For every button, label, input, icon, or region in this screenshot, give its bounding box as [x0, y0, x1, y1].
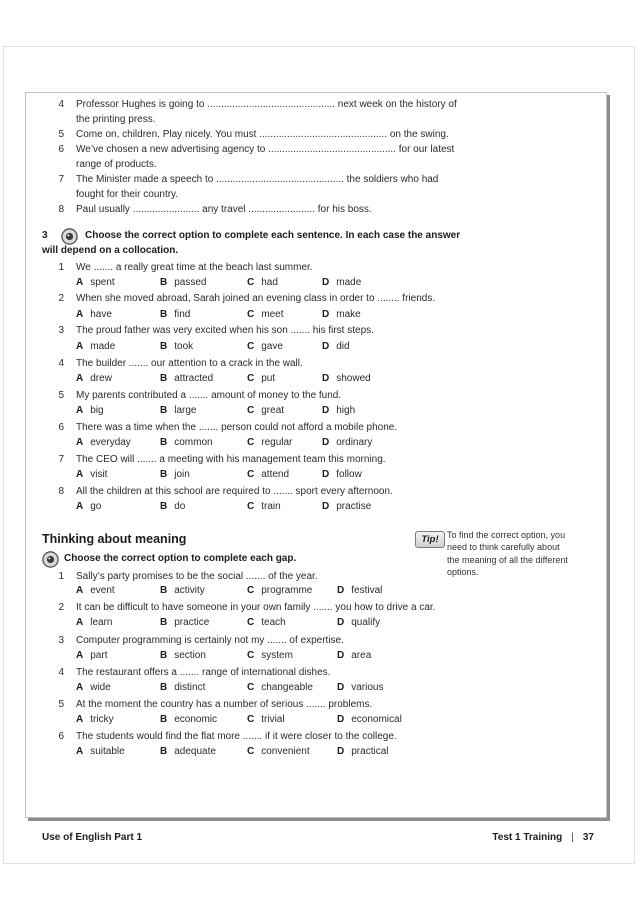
question-text: The builder ....... our attention to a crack in the wall.	[76, 358, 303, 369]
option-a	[76, 277, 115, 289]
option-text: area	[351, 650, 372, 661]
option-b	[160, 650, 206, 662]
question-text: The restaurant offers a ....... range of international dishes.	[76, 667, 331, 678]
option-text: gave	[261, 341, 283, 352]
option-d	[322, 501, 371, 513]
option-text: tricky	[90, 714, 114, 725]
instruction-text: Choose the correct option to complete each gap.	[64, 553, 297, 564]
option-text: convenient	[261, 746, 310, 757]
answer-options	[0, 469, 600, 481]
item-number: 6	[58, 144, 64, 155]
answer-options	[0, 341, 600, 353]
item-text: fought for their country.	[76, 189, 179, 200]
option-d	[337, 682, 383, 694]
option-letter: B	[160, 309, 168, 320]
option-text: attracted	[174, 373, 214, 384]
option-letter: A	[76, 437, 84, 448]
question-number: 8	[58, 486, 64, 497]
option-b	[160, 373, 213, 385]
exercise-item-continuation	[0, 159, 600, 171]
item-number: 5	[58, 129, 64, 140]
option-text: event	[90, 585, 115, 596]
option-a	[76, 714, 114, 726]
item-number: 8	[58, 204, 64, 215]
option-a	[76, 501, 101, 513]
option-text: common	[174, 437, 213, 448]
footer-section-title: Use of English Part 1	[42, 832, 143, 843]
option-text: great	[261, 405, 285, 416]
option-text: visit	[90, 469, 108, 480]
option-letter: C	[247, 437, 255, 448]
option-letter: A	[76, 277, 84, 288]
answer-options	[0, 585, 600, 597]
option-letter: B	[160, 501, 168, 512]
option-text: drew	[90, 373, 112, 384]
option-d	[322, 405, 355, 417]
option-text: section	[174, 650, 206, 661]
option-c	[247, 585, 312, 597]
option-text: wide	[90, 682, 111, 693]
option-b	[160, 405, 196, 417]
option-a	[76, 682, 111, 694]
option-text: suitable	[90, 746, 125, 757]
option-letter: C	[247, 277, 255, 288]
option-c	[247, 650, 293, 662]
question-number: 5	[58, 699, 64, 710]
option-letter: C	[247, 501, 255, 512]
option-letter: C	[247, 405, 255, 416]
option-letter: A	[76, 501, 84, 512]
question-text: All the children at this school are required to ....... sport every afternoon.	[76, 486, 393, 497]
option-text: adequate	[174, 746, 216, 757]
option-letter: B	[160, 277, 168, 288]
option-b	[160, 585, 205, 597]
item-text: the printing press.	[76, 114, 156, 125]
option-a	[76, 373, 112, 385]
question-text: My parents contributed a ....... amount of money to the fund.	[76, 390, 342, 401]
question	[0, 699, 600, 711]
item-number: 4	[58, 99, 64, 110]
option-text: made	[336, 277, 362, 288]
tip-text: the meaning of all the different	[447, 555, 568, 565]
option-letter: C	[247, 373, 255, 384]
option-letter: B	[160, 341, 168, 352]
option-letter: D	[337, 682, 345, 693]
option-c	[247, 746, 310, 758]
option-b	[160, 714, 217, 726]
option-d	[322, 341, 350, 353]
option-letter: D	[322, 277, 330, 288]
question-text: Computer programming is certainly not my ....... of expertise.	[76, 635, 344, 646]
question-number: 4	[58, 358, 64, 369]
option-text: trivial	[261, 714, 285, 725]
option-c	[247, 617, 286, 629]
option-letter: D	[337, 714, 345, 725]
item-text: Professor Hughes is going to .............................................. next week on the history of	[76, 99, 457, 110]
option-c	[247, 501, 281, 513]
question	[0, 358, 600, 370]
option-a	[76, 746, 125, 758]
option-text: various	[351, 682, 384, 693]
option-letter: B	[160, 746, 168, 757]
question	[0, 602, 600, 614]
question-number: 2	[58, 293, 64, 304]
option-text: go	[90, 501, 102, 512]
option-b	[160, 309, 190, 321]
question	[0, 731, 600, 743]
exercise-item	[0, 204, 600, 216]
option-letter: D	[322, 405, 330, 416]
option-c	[247, 469, 289, 481]
answer-options	[0, 501, 600, 513]
exercise-item	[0, 129, 600, 141]
option-letter: B	[160, 469, 168, 480]
answer-options	[0, 309, 600, 321]
option-letter: C	[247, 650, 255, 661]
option-text: find	[174, 309, 191, 320]
option-text: did	[336, 341, 350, 352]
option-c	[247, 405, 284, 417]
option-letter: D	[337, 617, 345, 628]
option-text: ordinary	[336, 437, 373, 448]
answer-options	[0, 405, 600, 417]
exercise-item	[0, 144, 600, 156]
option-a	[76, 617, 112, 629]
option-d	[322, 309, 361, 321]
option-d	[322, 373, 371, 385]
option-text: spent	[90, 277, 115, 288]
option-letter: D	[337, 746, 345, 757]
option-a	[76, 469, 107, 481]
option-text: everyday	[90, 437, 131, 448]
option-a	[76, 585, 115, 597]
option-letter: A	[76, 714, 84, 725]
option-a	[76, 437, 131, 449]
question-number: 7	[58, 454, 64, 465]
option-letter: A	[76, 650, 84, 661]
option-letter: D	[322, 501, 330, 512]
instruction-text: will depend on a collocation.	[42, 245, 179, 256]
option-b	[160, 469, 190, 481]
task-icon	[61, 228, 78, 245]
option-b	[160, 277, 206, 289]
option-d	[322, 469, 362, 481]
option-letter: C	[247, 682, 255, 693]
tip-text: To find the correct option, you	[447, 530, 566, 540]
option-letter: B	[160, 650, 168, 661]
question	[0, 454, 600, 466]
question	[0, 293, 600, 305]
option-letter: A	[76, 617, 84, 628]
answer-options	[0, 437, 600, 449]
answer-options	[0, 714, 600, 726]
option-text: took	[174, 341, 194, 352]
answer-options	[0, 617, 600, 629]
option-b	[160, 682, 205, 694]
option-letter: A	[76, 682, 84, 693]
option-letter: C	[247, 714, 255, 725]
question	[0, 262, 600, 274]
question-number: 4	[58, 667, 64, 678]
option-letter: C	[247, 469, 255, 480]
option-d	[337, 585, 382, 597]
question-number: 1	[58, 262, 64, 273]
item-text: The Minister made a speech to .............................................. the soldiers who had	[76, 174, 439, 185]
option-b	[160, 617, 209, 629]
option-c	[247, 373, 275, 385]
option-text: economical	[351, 714, 402, 725]
option-letter: D	[322, 469, 330, 480]
option-d	[322, 277, 361, 289]
question-number: 3	[58, 635, 64, 646]
option-text: activity	[174, 585, 205, 596]
footer-test-title: Test 1 Training	[492, 832, 563, 843]
option-c	[247, 437, 292, 449]
option-text: changeable	[261, 682, 313, 693]
item-text: Come on, children. Play nicely. You must .............................................. on the swing.	[76, 129, 449, 140]
option-text: attend	[261, 469, 290, 480]
option-c	[247, 341, 283, 353]
question-number: 1	[58, 571, 64, 582]
option-text: made	[90, 341, 116, 352]
option-d	[337, 617, 380, 629]
option-text: put	[261, 373, 276, 384]
option-c	[247, 309, 283, 321]
option-letter: D	[322, 373, 330, 384]
option-letter: D	[337, 585, 345, 596]
question-text: There was a time when the ....... person could not afford a mobile phone.	[76, 422, 398, 433]
option-text: teach	[261, 617, 286, 628]
option-text: system	[261, 650, 293, 661]
option-letter: A	[76, 373, 84, 384]
instruction-text: Choose the correct option to complete each sentence. In each case the answer	[85, 230, 461, 241]
option-text: make	[336, 309, 361, 320]
answer-options	[0, 277, 600, 289]
answer-options	[0, 746, 600, 758]
option-text: showed	[336, 373, 371, 384]
question-number: 6	[58, 731, 64, 742]
exercise-item	[0, 99, 600, 111]
question-text: Sally’s party promises to be the social ....... of the year.	[76, 571, 318, 582]
exercise-item	[0, 174, 600, 186]
option-b	[160, 746, 216, 758]
question-text: It can be difficult to have someone in your own family ....... you how to drive a car.	[76, 602, 436, 613]
option-a	[76, 405, 104, 417]
option-b	[160, 437, 213, 449]
answer-options	[0, 650, 600, 662]
exercise-item-continuation	[0, 189, 600, 201]
option-letter: B	[160, 437, 168, 448]
question	[0, 635, 600, 647]
question-number: 6	[58, 422, 64, 433]
option-c	[247, 277, 278, 289]
option-text: do	[174, 501, 186, 512]
option-letter: C	[247, 585, 255, 596]
option-letter: B	[160, 405, 168, 416]
item-text: We’ve chosen a new advertising agency to .............................................. for our latest	[76, 144, 455, 155]
option-text: programme	[261, 585, 313, 596]
option-text: part	[90, 650, 108, 661]
option-letter: D	[322, 341, 330, 352]
exercise-number: 3	[42, 230, 48, 241]
option-text: big	[90, 405, 104, 416]
option-a	[76, 341, 115, 353]
question-text: At the moment the country has a number of serious ....... problems.	[76, 699, 373, 710]
option-text: regular	[261, 437, 293, 448]
question-text: The proud father was very excited when his son ....... his first steps.	[76, 325, 374, 336]
option-letter: A	[76, 309, 84, 320]
question-number: 5	[58, 390, 64, 401]
option-text: high	[336, 405, 356, 416]
tip-badge: Tip!	[415, 531, 445, 548]
option-letter: A	[76, 469, 84, 480]
exercise-3-instruction	[0, 230, 600, 242]
exercise-item-continuation	[0, 114, 600, 126]
option-text: meet	[261, 309, 284, 320]
option-letter: A	[76, 585, 84, 596]
option-letter: B	[160, 714, 168, 725]
option-letter: B	[160, 617, 168, 628]
answer-options	[0, 373, 600, 385]
question-number: 3	[58, 325, 64, 336]
option-letter: B	[160, 682, 168, 693]
option-text: had	[261, 277, 278, 288]
option-letter: C	[247, 341, 255, 352]
option-d	[337, 746, 388, 758]
option-letter: B	[160, 373, 168, 384]
option-letter: C	[247, 617, 255, 628]
option-c	[247, 714, 285, 726]
section-heading: Thinking about meaning	[42, 532, 187, 546]
question	[0, 390, 600, 402]
option-letter: A	[76, 405, 84, 416]
question-text: When she moved abroad, Sarah joined an evening class in order to ........ friends.	[76, 293, 436, 304]
option-text: qualify	[351, 617, 381, 628]
question	[0, 486, 600, 498]
option-d	[337, 650, 371, 662]
option-letter: D	[337, 650, 345, 661]
option-d	[322, 437, 372, 449]
question-number: 2	[58, 602, 64, 613]
option-text: practice	[174, 617, 210, 628]
option-text: economic	[174, 714, 218, 725]
exercise-3-instruction-continuation	[0, 245, 600, 257]
option-text: practical	[351, 746, 389, 757]
question-text: We ....... a really great time at the beach last summer.	[76, 262, 313, 273]
question	[0, 571, 600, 583]
option-a	[76, 650, 107, 662]
question-text: The students would find the flat more ....... if it were closer to the college.	[76, 731, 397, 742]
option-text: practise	[336, 501, 372, 512]
question	[0, 325, 600, 337]
option-c	[247, 682, 313, 694]
footer-separator: |	[571, 832, 574, 843]
option-text: train	[261, 501, 281, 512]
page-number: 37	[582, 832, 594, 843]
option-d	[337, 714, 402, 726]
option-b	[160, 341, 193, 353]
option-text: follow	[336, 469, 362, 480]
option-a	[76, 309, 112, 321]
tip-text: options.	[447, 567, 479, 577]
item-text: range of products.	[76, 159, 157, 170]
item-text: Paul usually ........................ any travel ........................ for his boss.	[76, 204, 372, 215]
option-letter: D	[322, 309, 330, 320]
option-letter: A	[76, 746, 84, 757]
item-number: 7	[58, 174, 64, 185]
option-text: festival	[351, 585, 383, 596]
answer-options	[0, 682, 600, 694]
question-text: The CEO will ....... a meeting with his management team this morning.	[76, 454, 386, 465]
tip-text: need to think carefully about	[447, 542, 560, 552]
footer-page-info	[492, 832, 594, 844]
option-text: join	[174, 469, 190, 480]
option-text: have	[90, 309, 112, 320]
option-letter: C	[247, 746, 255, 757]
option-text: learn	[90, 617, 113, 628]
option-letter: D	[322, 437, 330, 448]
option-text: large	[174, 405, 197, 416]
question	[0, 422, 600, 434]
option-text: passed	[174, 277, 207, 288]
option-letter: C	[247, 309, 255, 320]
option-b	[160, 501, 185, 513]
option-text: distinct	[174, 682, 206, 693]
option-letter: A	[76, 341, 84, 352]
option-letter: B	[160, 585, 168, 596]
question	[0, 667, 600, 679]
